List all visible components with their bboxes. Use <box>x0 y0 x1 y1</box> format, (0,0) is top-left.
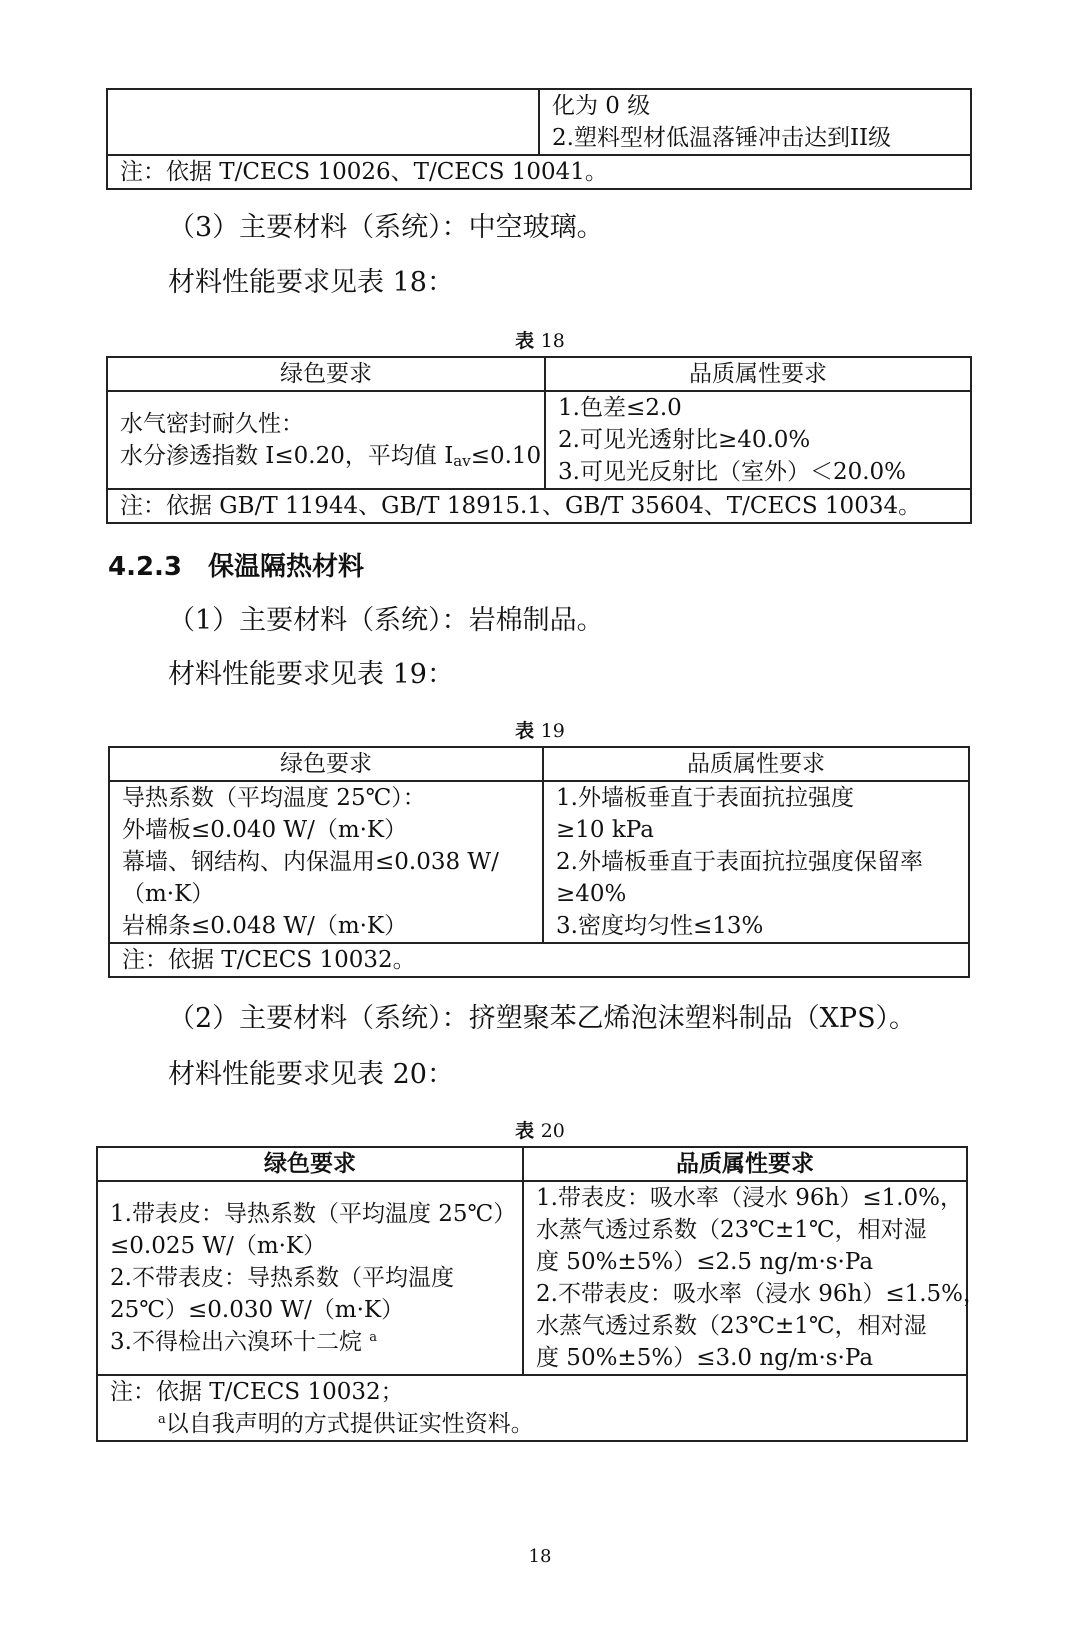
table-cell-empty <box>107 89 539 155</box>
page-number: 18 <box>528 1546 552 1567</box>
paragraph: （3）主要材料（系统）：中空玻璃。 <box>168 212 604 243</box>
cell-line: ≥10 kPa <box>556 817 654 843</box>
column-header: 品质属性要求 <box>545 357 971 391</box>
column-header: 绿色要求 <box>107 357 545 391</box>
column-header: 品质属性要求 <box>543 747 969 781</box>
caption-prefix: 表 <box>515 330 535 352</box>
cell-line: ≤0.025 W/（m·K） <box>110 1233 327 1259</box>
cell-line <box>110 1326 510 1358</box>
cell-line: 度 50%±5%）≤2.5 ng/m·s·Pa <box>536 1249 874 1275</box>
table-header-row <box>97 1147 967 1181</box>
cell-line: 3.密度均匀性≤13% <box>556 913 764 939</box>
table-cell <box>543 781 969 943</box>
table-cell <box>523 1181 987 1375</box>
table-row <box>107 89 971 155</box>
table-note: 注：依据 T/CECS 10032。 <box>109 943 969 977</box>
paragraph: 材料性能要求见表 20： <box>168 1059 454 1090</box>
cell-line: ≥40% <box>556 881 627 907</box>
table-row <box>97 1375 967 1441</box>
footnote-marker: a <box>158 1412 166 1427</box>
caption-prefix: 表 <box>515 1120 535 1142</box>
paragraph: 材料性能要求见表 19： <box>168 659 454 690</box>
paragraph: 材料性能要求见表 18： <box>168 267 454 298</box>
table-cell <box>545 391 971 489</box>
cell-line: 2.塑料型材低温落锤冲击达到II级 <box>552 125 892 151</box>
table-row <box>107 489 971 523</box>
cell-line: 水蒸气透过系数（23℃±1℃，相对湿 <box>536 1313 927 1339</box>
table-header-row <box>107 357 971 391</box>
cell-line: 幕墙、钢结构、内保温用≤0.038 W/ <box>122 849 499 875</box>
table-row <box>109 943 969 977</box>
note-text: 以自我声明的方式提供证实性资料。 <box>165 1411 534 1437</box>
paragraph: （1）主要材料（系统）：岩棉制品。 <box>168 605 604 636</box>
cell-text: 水分渗透指数 I≤0.20，平均值 I <box>120 443 454 469</box>
cell-line: 1.带表皮：吸水率（浸水 96h）≤1.0%， <box>536 1185 964 1211</box>
table-note: 注：依据 GB/T 11944、GB/T 18915.1、GB/T 35604、T/CECS 10034。 <box>107 489 971 523</box>
table-row <box>97 1181 967 1375</box>
cell-line: 岩棉条≤0.048 W/（m·K） <box>122 913 408 939</box>
table-row <box>107 391 971 489</box>
column-header: 绿色要求 <box>97 1147 523 1181</box>
cell-line: 2.可见光透射比≥40.0% <box>558 427 811 453</box>
table-caption <box>0 716 1080 743</box>
table-row <box>109 781 969 943</box>
cell-line: 3.可见光反射比（室外）＜20.0% <box>558 459 907 485</box>
note-line <box>110 1408 954 1440</box>
cell-line <box>120 440 542 472</box>
section-heading: 4.2.3 保温隔热材料 <box>108 552 365 582</box>
table-18 <box>106 356 972 524</box>
cell-line: 25℃）≤0.030 W/（m·K） <box>110 1297 405 1323</box>
table-cell <box>109 781 543 943</box>
table-row <box>107 155 971 189</box>
caption-prefix: 表 <box>515 720 535 742</box>
table-cell <box>107 391 545 489</box>
cell-line: 2.外墙板垂直于表面抗拉强度保留率 <box>556 849 923 875</box>
table-cell <box>539 89 971 155</box>
cell-text: 3.不得检出六溴环十二烷 <box>110 1329 362 1355</box>
column-header: 品质属性要求 <box>523 1147 967 1181</box>
table-caption <box>0 1116 1080 1143</box>
paragraph: （2）主要材料（系统）：挤塑聚苯乙烯泡沫塑料制品（XPS）。 <box>168 1003 917 1034</box>
cell-line: （m·K） <box>122 881 215 907</box>
table-top-partial <box>106 88 972 190</box>
cell-line: 外墙板≤0.040 W/（m·K） <box>122 817 408 843</box>
footnote-marker: a <box>369 1330 378 1345</box>
note-line: 注：依据 T/CECS 10032； <box>110 1379 404 1405</box>
column-header: 绿色要求 <box>109 747 543 781</box>
table-note: 注：依据 T/CECS 10026、T/CECS 10041。 <box>107 155 971 189</box>
table-header-row <box>109 747 969 781</box>
cell-line: 化为 0 级 <box>552 93 651 119</box>
table-cell <box>97 1181 523 1375</box>
table-caption <box>0 326 1080 353</box>
cell-line: 1.外墙板垂直于表面抗拉强度 <box>556 785 854 811</box>
cell-line: 度 50%±5%）≤3.0 ng/m·s·Pa <box>536 1345 874 1371</box>
cell-line: 1.色差≤2.0 <box>558 395 682 421</box>
table-19 <box>108 746 970 978</box>
cell-line: 1.带表皮：导热系数（平均温度 25℃） <box>110 1201 517 1227</box>
cell-line: 水蒸气透过系数（23℃±1℃，相对湿 <box>536 1217 927 1243</box>
table-20 <box>96 1146 987 1442</box>
caption-number: 18 <box>540 330 565 352</box>
cell-line: 水气密封耐久性： <box>120 411 304 437</box>
caption-number: 20 <box>540 1120 565 1142</box>
cell-line: 2.不带表皮：导热系数（平均温度 <box>110 1265 454 1291</box>
cell-text: ≤0.10 <box>470 443 542 469</box>
caption-number: 19 <box>540 720 565 742</box>
table-note <box>97 1375 967 1441</box>
cell-line: 2.不带表皮：吸水率（浸水 96h）≤1.5%， <box>536 1281 987 1307</box>
cell-line: 导热系数（平均温度 25℃）： <box>122 785 426 811</box>
subscript: av <box>453 452 471 470</box>
